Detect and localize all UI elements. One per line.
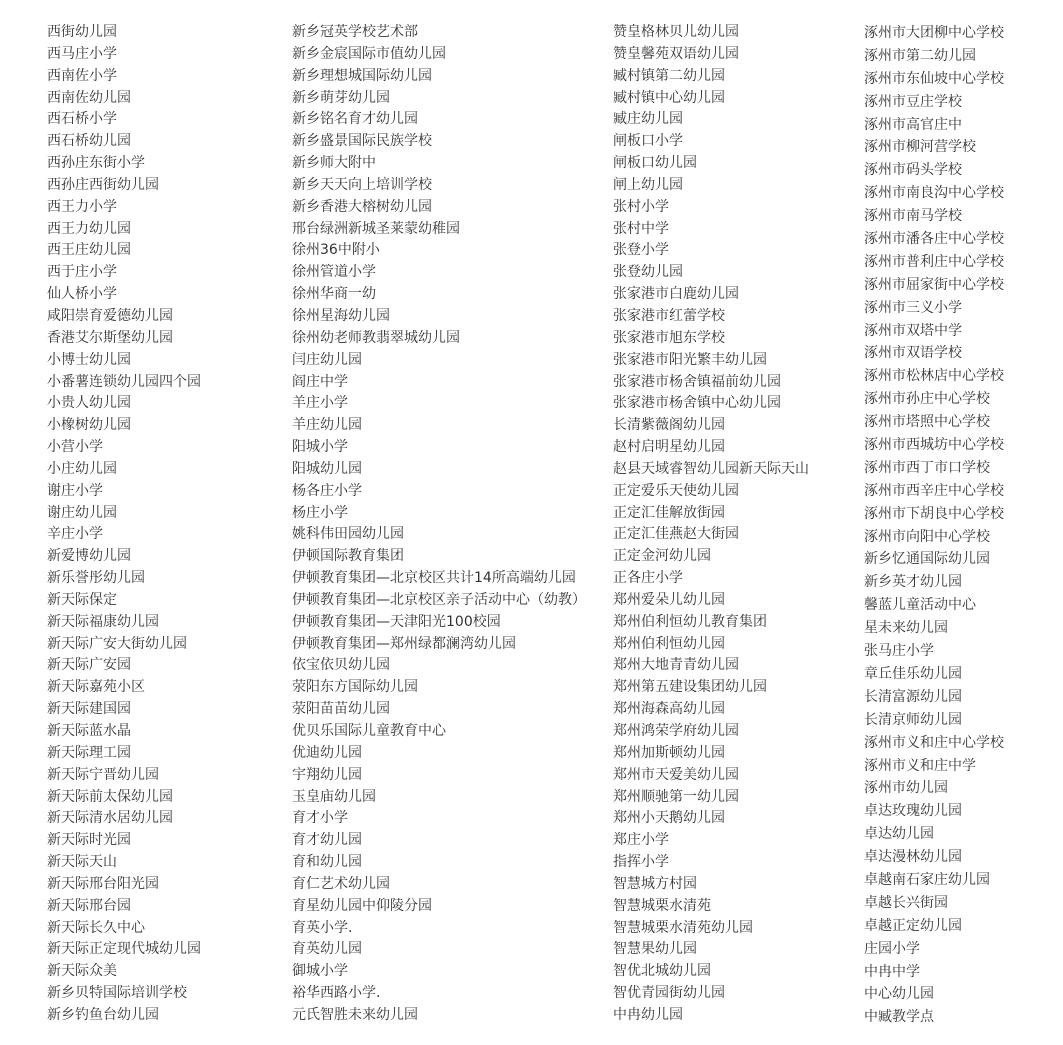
school-list-item: 西王力幼儿园 [47, 220, 131, 237]
school-list-item: 玉皇庙幼儿园 [292, 788, 376, 805]
school-list-item: 新乡英才幼儿园 [864, 574, 962, 591]
school-list-item: 涿州市普利庄中心学校 [864, 253, 1004, 270]
school-list-item: 新乡金宸国际市值幼儿园 [292, 45, 446, 62]
school-list-item: 羊庄幼儿园 [292, 417, 362, 434]
school-list-item: 西南佐小学 [47, 67, 117, 84]
school-list-item: 香港艾尔斯堡幼儿园 [47, 329, 173, 346]
school-list-item: 西于庄小学 [47, 264, 117, 281]
school-list-item: 涿州市幼儿园 [864, 780, 948, 797]
school-list-item: 邢台绿洲新城圣莱蒙幼稚园 [292, 220, 460, 237]
school-list-item: 智慧城栗水清苑幼儿园 [613, 919, 753, 936]
school-list-column-4 [864, 22, 1004, 1029]
school-list-item: 阳城小学 [292, 439, 348, 456]
school-list-item: 臧村镇第二幼儿园 [613, 67, 725, 84]
school-list-item: 徐州幼老师教翡翠城幼儿园 [292, 329, 460, 346]
school-list-item: 西孙庄西街幼儿园 [47, 176, 159, 193]
school-list-item: 伊顿教育集团—郑州绿都澜湾幼儿园 [292, 635, 516, 652]
school-list-item: 涿州市东仙坡中心学校 [864, 70, 1004, 87]
school-list-item: 新天际正定现代城幼儿园 [47, 941, 201, 958]
school-list-item: 张村小学 [613, 198, 669, 215]
school-list-item: 宇翔幼儿园 [292, 766, 362, 783]
school-list-item: 张家港市旭东学校 [613, 329, 725, 346]
school-list-item: 涿州市双塔中学 [864, 322, 962, 339]
school-list-item: 小庄幼儿园 [47, 460, 117, 477]
school-list-item: 郑州顺驰第一幼儿园 [613, 788, 739, 805]
school-list-item: 涿州市下胡良中心学校 [864, 505, 1004, 522]
school-list-item: 新天际邢台园 [47, 897, 131, 914]
school-list-item: 小营小学 [47, 439, 103, 456]
school-list-item: 郑庄小学 [613, 832, 669, 849]
school-list-item: 赵县天域睿智幼儿园新天际天山 [613, 460, 809, 477]
school-list-item: 新天际长久中心 [47, 919, 145, 936]
school-list-item: 西石桥幼儿园 [47, 133, 131, 150]
school-list-item: 新天际广安大街幼儿园 [47, 635, 187, 652]
school-list-item: 新乡萌芽幼儿园 [292, 89, 390, 106]
school-list-item: 正定金河幼儿园 [613, 548, 711, 565]
school-list-item: 育仁艺术幼儿园 [292, 875, 390, 892]
school-list-item: 涿州市三义小学 [864, 299, 962, 316]
school-list-item: 涿州市大团柳中心学校 [864, 25, 1004, 41]
school-list-item: 涿州市码头学校 [864, 162, 962, 179]
school-list-item: 优贝乐国际儿童教育中心 [292, 723, 446, 739]
school-list-item: 星未来幼儿园 [864, 620, 948, 637]
school-list-item: 辛庄小学 [47, 526, 103, 543]
school-list-item: 赵村启明星幼儿园 [613, 439, 725, 456]
school-list-item: 新乡理想城国际幼儿园 [292, 67, 432, 84]
school-list-item: 伊顿国际教育集团 [292, 548, 404, 565]
school-list-item: 郑州爱朵儿幼儿园 [613, 591, 725, 608]
school-list-item: 优迪幼儿园 [292, 744, 362, 761]
school-list-item: 正各庄小学 [613, 570, 683, 587]
school-list-item: 羊庄小学 [292, 395, 348, 412]
school-list-item: 中臧教学点 [864, 1009, 934, 1026]
school-list-item: 新乡天天向上培训学校 [292, 176, 432, 193]
school-list-column-1 [47, 22, 201, 1027]
school-list-item: 裕华西路小学. [292, 985, 381, 1002]
school-list-item: 西南佐幼儿园 [47, 89, 131, 106]
school-list-item: 育和幼儿园 [292, 854, 362, 871]
school-list-item: 元氏智胜未来幼儿园 [292, 1006, 418, 1023]
school-list-item: 张登小学 [613, 242, 669, 259]
school-list-item: 新乐誉彤幼儿园 [47, 570, 145, 587]
school-list-item: 新天际众美 [47, 963, 117, 980]
school-list-item: 涿州市南马学校 [864, 208, 962, 225]
school-list-item: 新天际蓝水晶 [47, 723, 131, 739]
school-list-item: 涿州市义和庄中学 [864, 757, 976, 774]
school-list-item: 智优青园街幼儿园 [613, 985, 725, 1002]
school-list-item: 杨各庄小学 [292, 482, 362, 499]
school-list-item: 长清京师幼儿园 [864, 711, 962, 728]
school-list-item: 荥阳东方国际幼儿园 [292, 679, 418, 696]
school-list-item: 长清富源幼儿园 [864, 688, 962, 705]
school-list-item: 咸阳崇育爱德幼儿园 [47, 307, 173, 324]
school-list-item: 新天际建国园 [47, 701, 131, 718]
school-list-item: 阎庄中学 [292, 373, 348, 390]
school-list-item: 育星幼儿园中仰陵分园 [292, 897, 432, 914]
school-list-item: 涿州市豆庄学校 [864, 93, 962, 110]
school-list-item: 正定汇佳燕赵大街园 [613, 526, 739, 543]
school-list-item: 小贵人幼儿园 [47, 395, 131, 412]
school-list-item: 新天际福康幼儿园 [47, 613, 159, 630]
school-list-item: 郑州市天爱美幼儿园 [613, 766, 739, 783]
school-list-item: 智慧果幼儿园 [613, 941, 697, 958]
school-list-item: 赞皇馨苑双语幼儿园 [613, 45, 739, 62]
school-list-item: 新乡贝特国际培训学校 [47, 985, 187, 1002]
school-list-item: 杨庄小学 [292, 504, 348, 521]
school-list-item: 涿州市高官庄中 [864, 116, 962, 133]
school-list-item: 伊顿教育集团—北京校区亲子活动中心（幼教） [292, 591, 586, 608]
school-list-item: 涿州市义和庄中心学校 [864, 734, 1004, 751]
school-list-item: 新乡冠英学校艺术部 [292, 24, 418, 40]
school-list-item: 中冉幼儿园 [613, 1006, 683, 1023]
school-list-item: 西孙庄东街小学 [47, 155, 145, 172]
school-list-item: 闸上幼儿园 [613, 176, 683, 193]
school-list-item: 西王庄幼儿园 [47, 242, 131, 259]
school-list-item: 卓越长兴街园 [864, 894, 948, 911]
school-list-item: 张登幼儿园 [613, 264, 683, 281]
school-list-item: 小橡树幼儿园 [47, 417, 131, 434]
school-list-item: 新乡香港大榕树幼儿园 [292, 198, 432, 215]
school-list-item: 臧村镇中心幼儿园 [613, 89, 725, 106]
school-list-item: 章丘佳乐幼儿园 [864, 665, 962, 682]
school-list-item: 涿州市南良沟中心学校 [864, 185, 1004, 202]
school-list-item: 卓达漫林幼儿园 [864, 849, 962, 866]
school-list-item: 闫庄幼儿园 [292, 351, 362, 368]
school-list-item: 涿州市西辛庄中心学校 [864, 482, 1004, 499]
school-list-item: 赞皇格林贝儿幼儿园 [613, 24, 739, 40]
school-list-item: 新天际理工园 [47, 744, 131, 761]
school-list-item: 涿州市孙庄中心学校 [864, 391, 990, 408]
school-list-item: 长清紫薇阁幼儿园 [613, 417, 725, 434]
school-list-item: 育才幼儿园 [292, 832, 362, 849]
school-list-item: 新天际邢台阳光园 [47, 875, 159, 892]
school-list-column-3 [613, 22, 809, 1027]
school-list-item: 智慧城方村园 [613, 875, 697, 892]
school-list-item: 涿州市向阳中心学校 [864, 528, 990, 545]
school-list-item: 育英幼儿园 [292, 941, 362, 958]
school-list-item: 正定爱乐天使幼儿园 [613, 482, 739, 499]
school-list-item: 新乡钓鱼台幼儿园 [47, 1006, 159, 1023]
school-list-item: 育英小学. [292, 919, 353, 936]
school-list-item: 徐州36中附小 [292, 242, 380, 259]
school-list-item: 伊顿教育集团—天津阳光100校园 [292, 613, 501, 630]
school-list-item: 张马庄小学 [864, 643, 934, 660]
school-list-item: 育才小学 [292, 810, 348, 827]
school-list-item: 御城小学 [292, 963, 348, 980]
school-list-item: 荥阳苗苗幼儿园 [292, 701, 390, 718]
school-list-item: 涿州市松林店中心学校 [864, 368, 1004, 385]
school-list-item: 馨蓝儿童活动中心 [864, 597, 976, 614]
school-list-item: 卓达玫瑰幼儿园 [864, 803, 962, 820]
school-list-item: 新天际广安园 [47, 657, 131, 674]
school-list-item: 涿州市塔照中心学校 [864, 414, 990, 431]
school-list-item: 徐州华商一幼 [292, 286, 376, 303]
school-list-item: 郑州小天鹅幼儿园 [613, 810, 725, 827]
school-list-item: 郑州加斯顿幼儿园 [613, 744, 725, 761]
school-list-item: 新天际保定 [47, 591, 117, 608]
school-list-item: 新天际前太保幼儿园 [47, 788, 173, 805]
school-list-item: 小博士幼儿园 [47, 351, 131, 368]
school-list-item: 新天际时光园 [47, 832, 131, 849]
school-list-item: 伊顿教育集团—北京校区共计14所高端幼儿园 [292, 570, 576, 587]
school-list-item: 西街幼儿园 [47, 24, 117, 40]
school-list-item: 新天际天山 [47, 854, 117, 871]
school-list-item: 臧庄幼儿园 [613, 111, 683, 128]
school-list-item: 中冉中学 [864, 963, 920, 980]
school-list-item: 涿州市柳河营学校 [864, 139, 976, 156]
school-list-item: 张家港市阳光繁丰幼儿园 [613, 351, 767, 368]
school-list-item: 张家港市杨舍镇福前幼儿园 [613, 373, 781, 390]
school-list-item: 闸板口幼儿园 [613, 155, 697, 172]
school-list-item: 张家港市红蕾学校 [613, 307, 725, 324]
school-list-item: 新爱博幼儿园 [47, 548, 131, 565]
school-list-item: 郑州第五建设集团幼儿园 [613, 679, 767, 696]
school-list-item: 张家港市白鹿幼儿园 [613, 286, 739, 303]
school-list-item: 庄园小学 [864, 940, 920, 957]
school-list-item: 西马庄小学 [47, 45, 117, 62]
school-list-item: 卓越南石家庄幼儿园 [864, 871, 990, 888]
school-list-item: 仙人桥小学 [47, 286, 117, 303]
school-list-item: 涿州市西城坊中心学校 [864, 437, 1004, 454]
school-list-item: 闸板口小学 [613, 133, 683, 150]
school-list-item: 卓越正定幼儿园 [864, 917, 962, 934]
school-list-column-2 [292, 22, 586, 1027]
school-list-item: 依宝依贝幼儿园 [292, 657, 390, 674]
school-list-item: 徐州管道小学 [292, 264, 376, 281]
school-list-item: 新乡盛景国际民族学校 [292, 133, 432, 150]
school-list-item: 小番薯连锁幼儿园四个园 [47, 373, 201, 390]
school-list-item: 阳城幼儿园 [292, 460, 362, 477]
school-list-item: 谢庄幼儿园 [47, 504, 117, 521]
school-list-item: 智慧城栗水清苑 [613, 897, 711, 914]
school-list-item: 新乡铭名育才幼儿园 [292, 111, 418, 128]
school-list-item: 新乡忆通国际幼儿园 [864, 551, 990, 568]
school-list-item: 新天际清水居幼儿园 [47, 810, 173, 827]
school-list-item: 张村中学 [613, 220, 669, 237]
school-list-item: 涿州市第二幼儿园 [864, 47, 976, 64]
school-list-item: 西王力小学 [47, 198, 117, 215]
school-list-item: 卓达幼儿园 [864, 826, 934, 843]
school-list-item: 智优北城幼儿园 [613, 963, 711, 980]
school-list-item: 涿州市潘各庄中心学校 [864, 231, 1004, 248]
school-list-item: 涿州市双语学校 [864, 345, 962, 362]
school-list-item: 新天际宁晋幼儿园 [47, 766, 159, 783]
school-list-item: 郑州大地青青幼儿园 [613, 657, 739, 674]
school-list-item: 指挥小学 [613, 854, 669, 871]
school-list-item: 新天际嘉苑小区 [47, 679, 145, 696]
school-list-item: 涿州市西丁市口学校 [864, 459, 990, 476]
school-list-item: 新乡师大附中 [292, 155, 376, 172]
school-list-item: 中心幼儿园 [864, 986, 934, 1003]
school-list-item: 郑州伯利恒幼儿园 [613, 635, 725, 652]
school-list-item: 郑州海森高幼儿园 [613, 701, 725, 718]
school-list-item: 郑州鸿荣学府幼儿园 [613, 723, 739, 739]
school-list-item: 正定汇佳解放街园 [613, 504, 725, 521]
school-list-item: 张家港市杨舍镇中心幼儿园 [613, 395, 781, 412]
school-list-item: 涿州市屈家街中心学校 [864, 276, 1004, 293]
school-list-item: 西石桥小学 [47, 111, 117, 128]
school-list-item: 徐州星海幼儿园 [292, 307, 390, 324]
school-list-item: 谢庄小学 [47, 482, 103, 499]
school-list-item: 姚科伟田园幼儿园 [292, 526, 404, 543]
school-list-item: 郑州伯利恒幼儿教育集团 [613, 613, 767, 630]
